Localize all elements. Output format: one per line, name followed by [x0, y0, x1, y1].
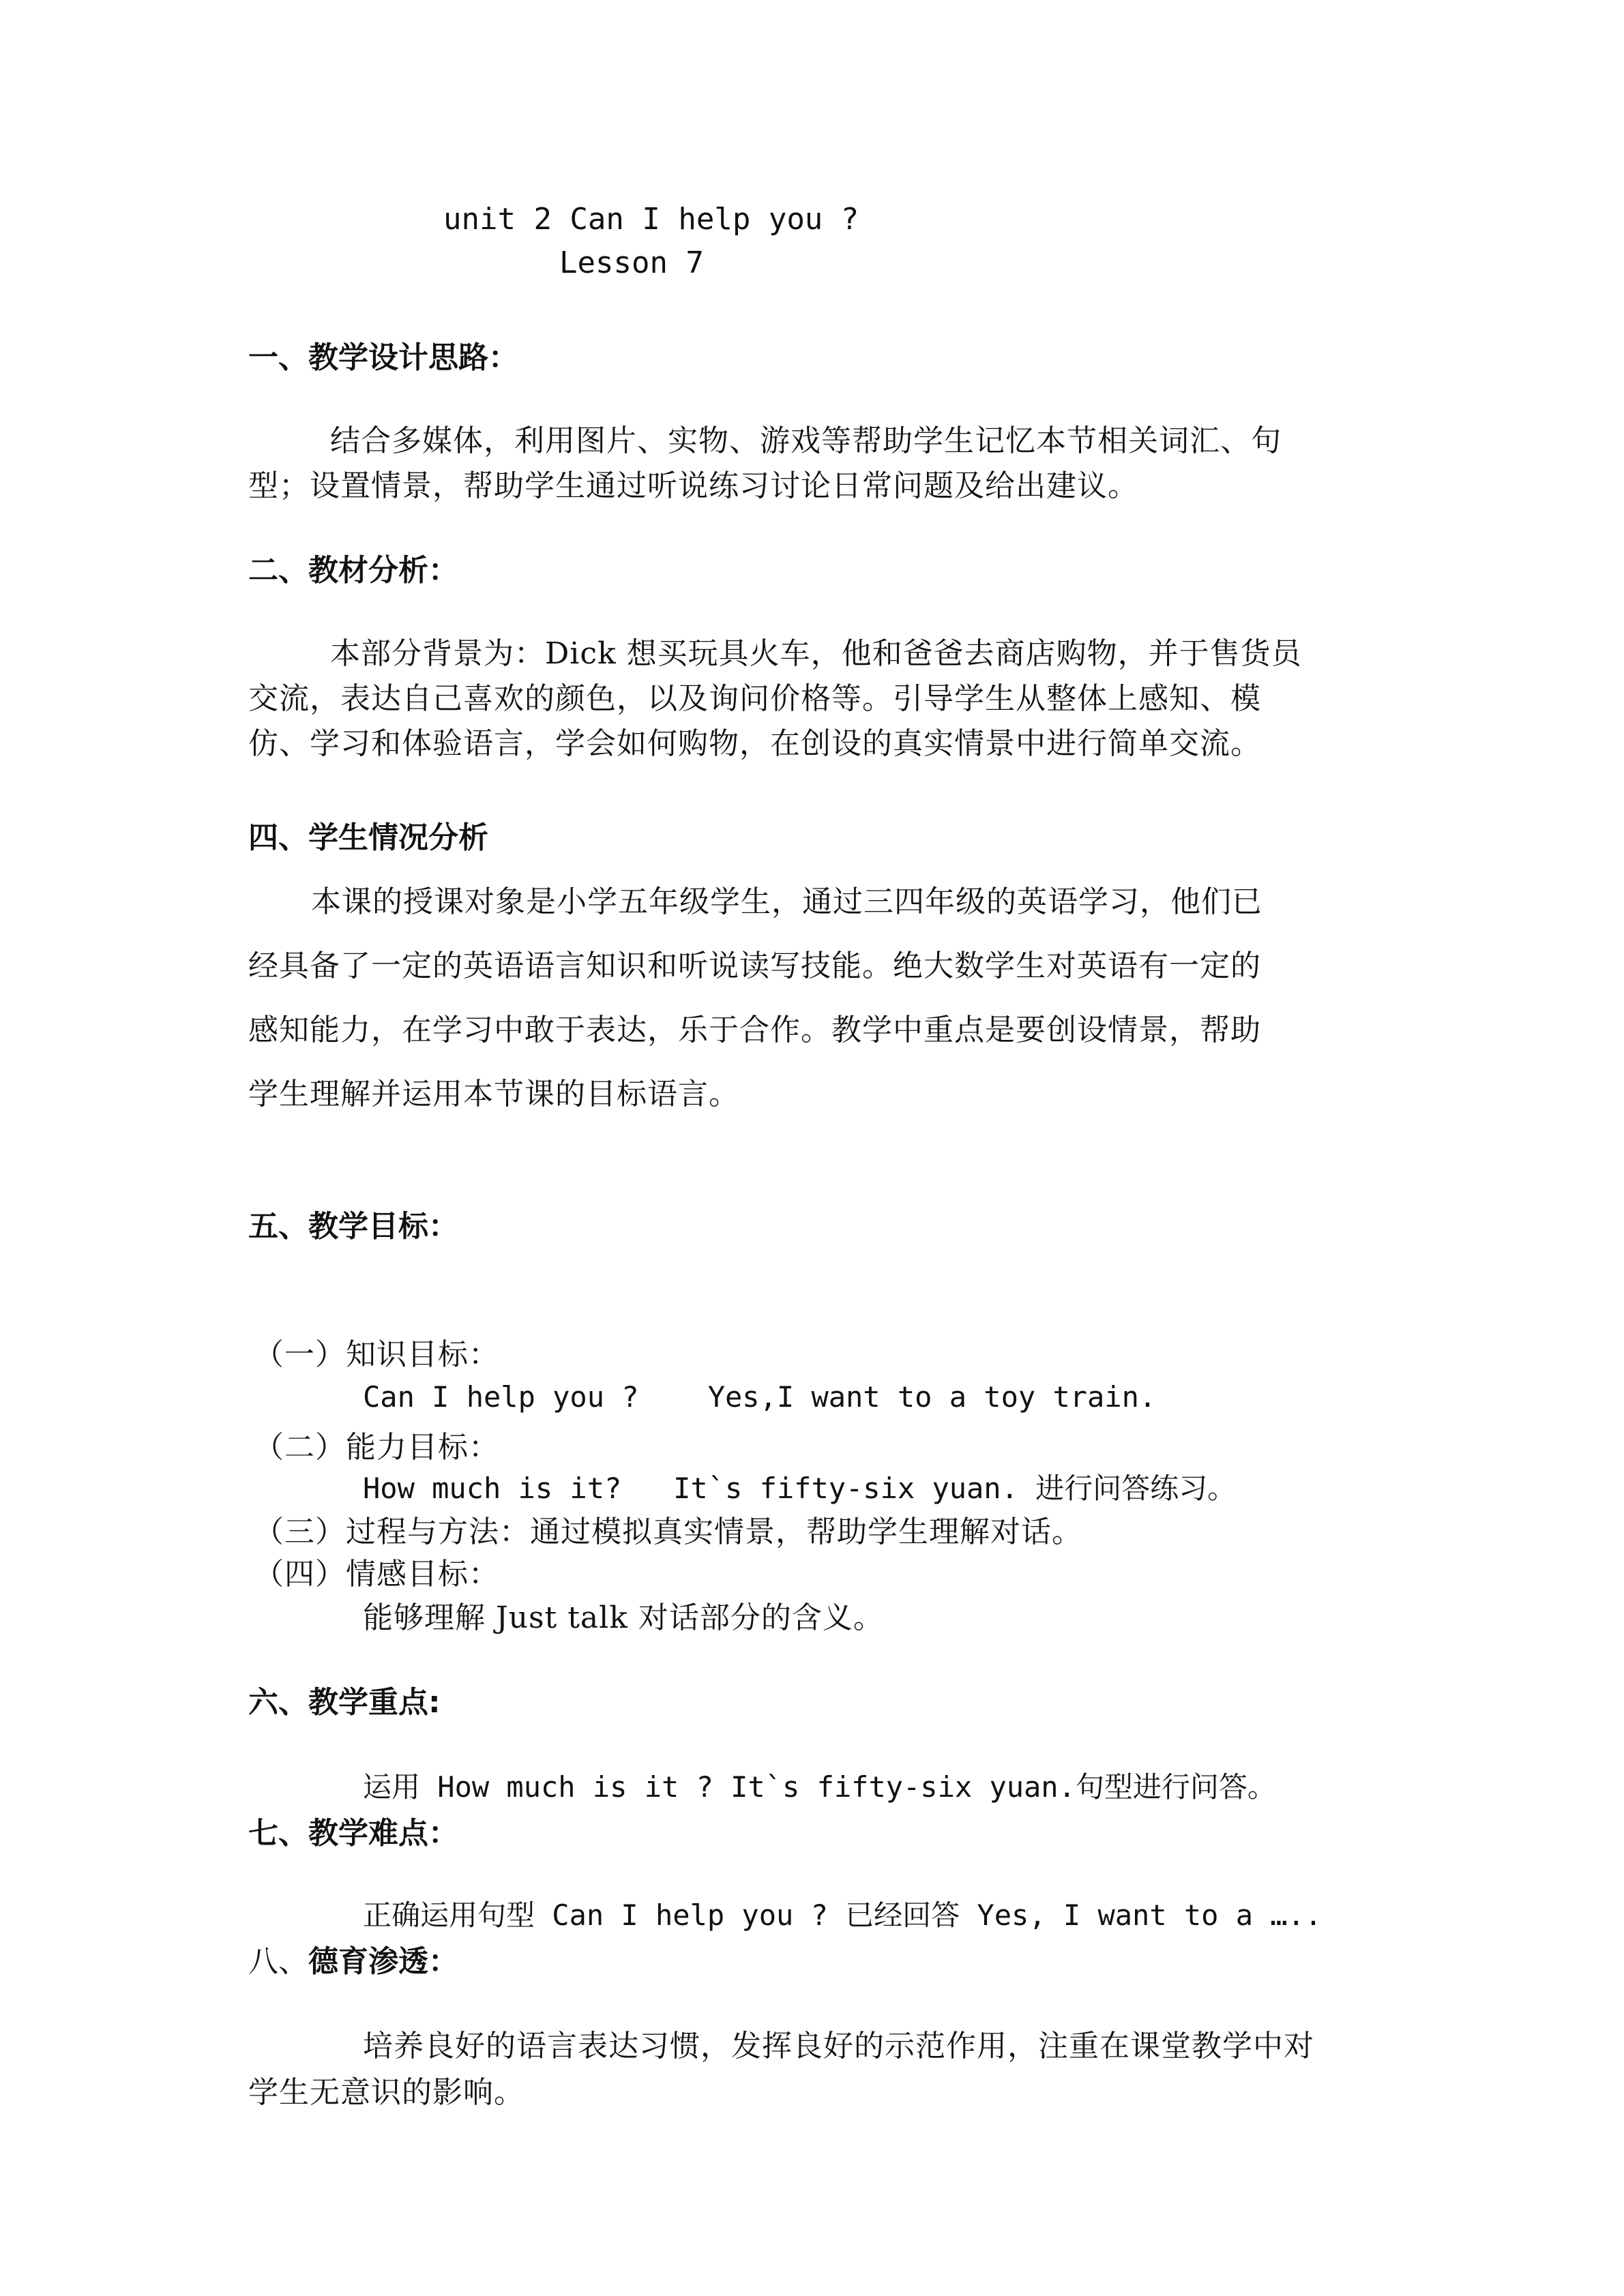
paragraph-line: 经具备了一定的英语语言知识和听说读写技能。绝大数学生对英语有一定的	[248, 949, 1261, 983]
paragraph-line: 本课的授课对象是小学五年级学生，通过三四年级的英语学习，他们已	[311, 884, 1263, 919]
section-heading-key-points: 六、教学重点:	[248, 1685, 441, 1720]
paragraph-line: 结合多媒体，利用图片、实物、游戏等帮助学生记忆本节相关词汇、句	[330, 423, 1282, 458]
objective-content-ability: How much is it? It`s fifty-six yuan. 进行问答练习。	[363, 1472, 1237, 1505]
objective-label-ability: （二）能力目标：	[254, 1430, 499, 1465]
difficulty-line: 正确运用句型 Can I help you ? 已经回答 Yes, I want to a …..	[363, 1898, 1323, 1932]
objective-process: （三）过程与方法：通过模拟真实情景，帮助学生理解对话。	[254, 1515, 1082, 1549]
objective-content-emotion: 能够理解 Just talk 对话部分的含义。	[363, 1600, 884, 1635]
paragraph-line: 型；设置情景，帮助学生通过听说练习讨论日常问题及给出建议。	[248, 468, 1138, 503]
objective-label-knowledge: （一）知识目标：	[254, 1337, 499, 1372]
paragraph-line: 仿、学习和体验语言，学会如何购物，在创设的真实情景中进行简单交流。	[248, 726, 1261, 761]
section-heading-students: 四、学生情况分析	[248, 820, 488, 855]
section-heading-difficulties: 七、教学难点：	[248, 1816, 458, 1851]
title-unit: unit 2 Can I help you ?	[443, 202, 859, 237]
section-heading-objectives: 五、教学目标：	[248, 1209, 458, 1244]
section-heading-material: 二、教材分析：	[248, 553, 458, 588]
section-number: 八、	[248, 1944, 308, 1979]
section-heading-design: 一、教学设计思路：	[248, 340, 518, 375]
objective-content-knowledge: Can I help you ? Yes,I want to a toy train.	[363, 1380, 1157, 1414]
paragraph-line: 交流，表达自己喜欢的颜色，以及询问价格等。引导学生从整体上感知、模	[248, 681, 1261, 716]
section-title: 德育渗透：	[308, 1944, 458, 1979]
title-lesson: Lesson 7	[559, 245, 704, 280]
section-heading-moral	[248, 1937, 458, 1980]
paragraph-line: 本部分背景为：Dick 想买玩具火车，他和爸爸去商店购物，并于售货员	[330, 636, 1302, 671]
objective-label-emotion: （四）情感目标：	[254, 1557, 499, 1592]
key-point-line: 运用 How much is it ? It`s fifty-six yuan.句型进行问答。	[363, 1770, 1276, 1804]
paragraph-line: 学生理解并运用本节课的目标语言。	[248, 1077, 739, 1112]
paragraph-line: 学生无意识的影响。	[248, 2075, 525, 2110]
paragraph-line: 培养良好的语言表达习惯，发挥良好的示范作用，注重在课堂教学中对	[363, 2029, 1314, 2063]
paragraph-line: 感知能力，在学习中敢于表达，乐于合作。教学中重点是要创设情景，帮助	[248, 1013, 1261, 1047]
